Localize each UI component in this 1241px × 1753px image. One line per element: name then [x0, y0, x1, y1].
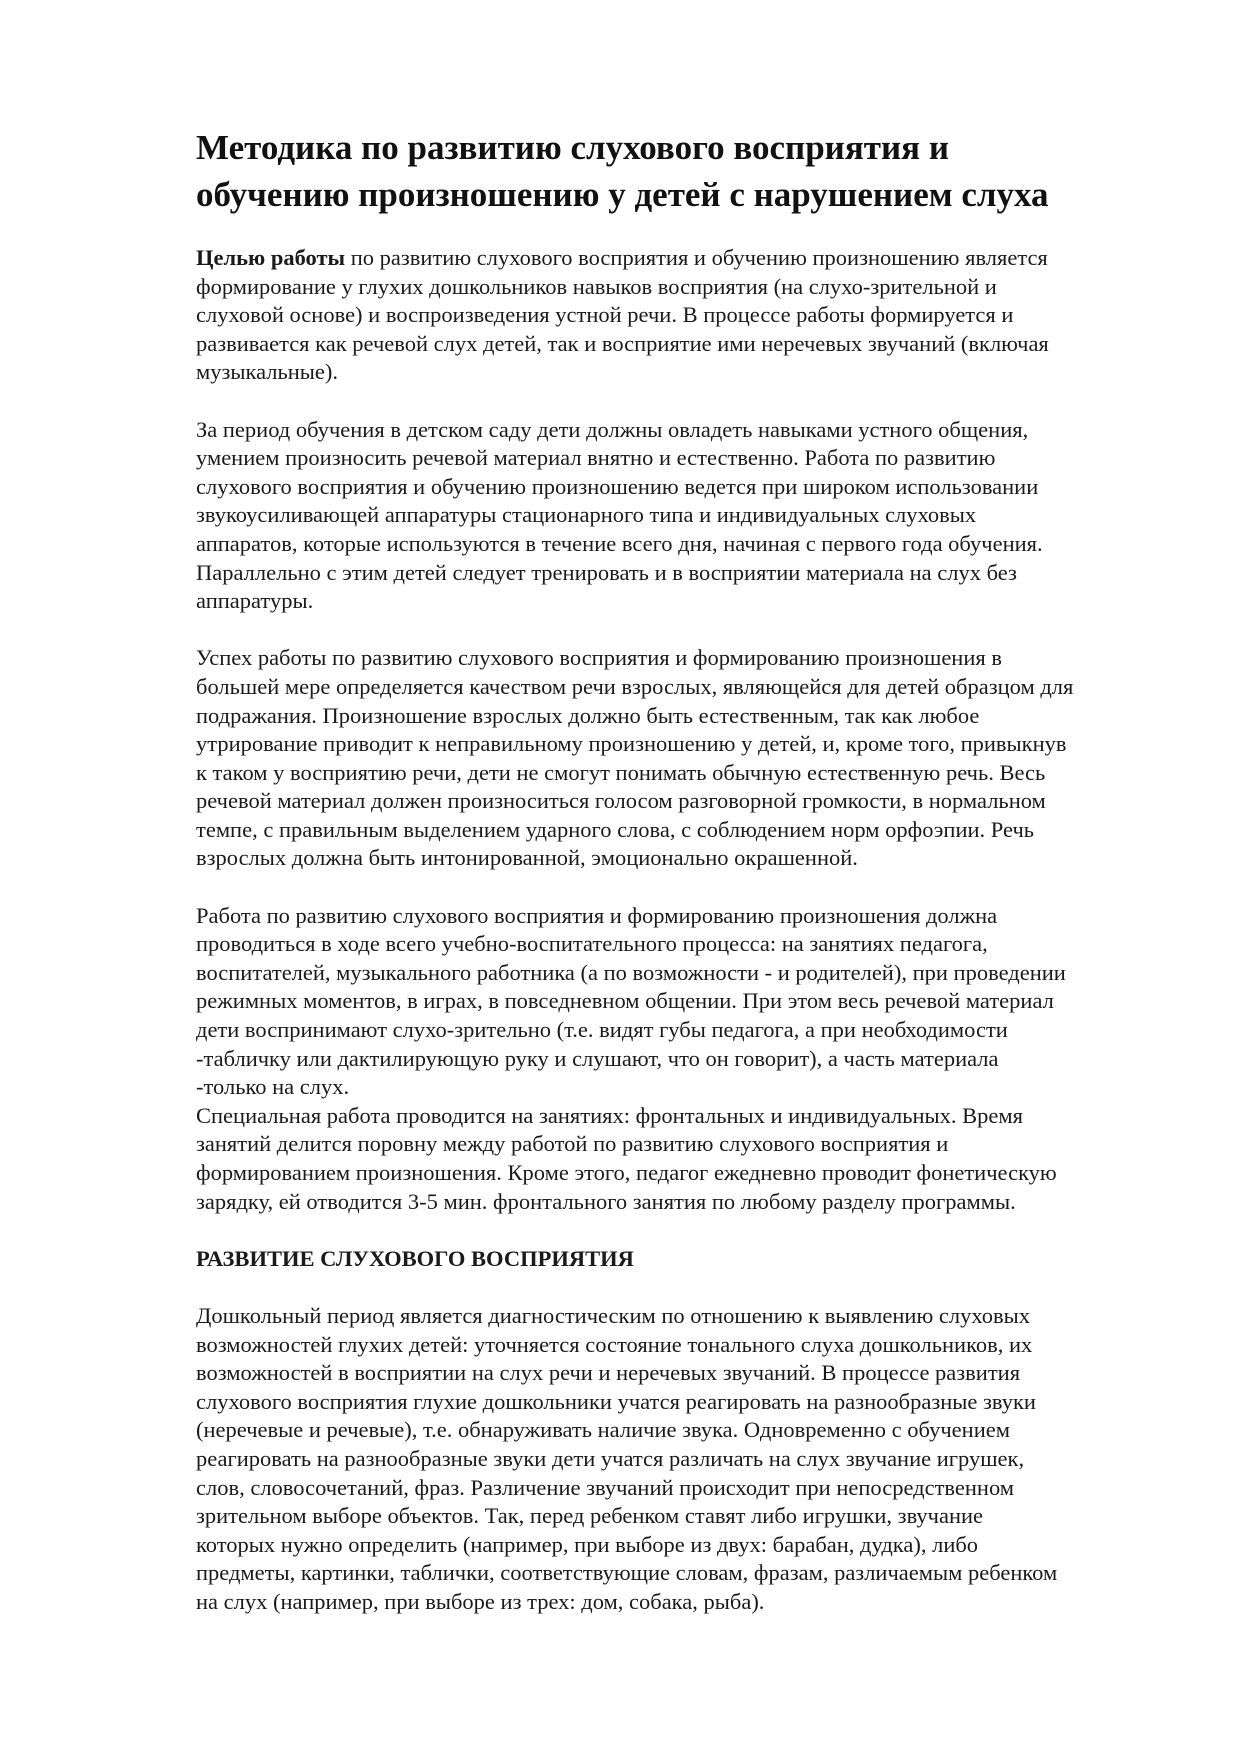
paragraph-gap	[196, 1273, 1186, 1302]
paragraph-line: реагировать на разнообразные звуки дети учатся различать на слух звучание игрушек,	[196, 1445, 1025, 1471]
document-title	[196, 124, 1186, 218]
paragraph-line: занятий делится поровну между работой по развитию слухового восприятия и	[196, 1131, 949, 1157]
paragraph-preschool-period	[196, 1302, 1186, 1617]
paragraph-line: зарядку, ей отводится 3-5 мин. фронтального занятия по любому разделу программы.	[196, 1188, 1016, 1214]
paragraph-line: слухового восприятия глухие дошкольники учатся реагировать на разнообразные звуки	[196, 1388, 1036, 1414]
paragraph-line: к таком у восприятию речи, дети не смогут понимать обычную естественную речь. Весь	[196, 759, 1046, 785]
paragraph-line	[196, 244, 1186, 273]
paragraph-line: (неречевые и речевые), т.е. обнаруживать наличие звука. Одновременно с обучением	[196, 1417, 1010, 1443]
paragraph-line: возможностей в восприятии на слух речи и неречевых звучаний. В процессе развития	[196, 1360, 1021, 1386]
paragraph-line: взрослых должна быть интонированной, эмоционально окрашенной.	[196, 845, 858, 871]
paragraph-line: режимных моментов, в играх, в повседневном общении. При этом весь речевой материал	[196, 988, 1054, 1014]
paragraph-line: аппаратов, которые используются в течение всего дня, начиная с первого года обучения.	[196, 530, 1043, 556]
paragraph-line: слухового восприятия и обучению произношению ведется при широком использовании	[196, 473, 1039, 499]
paragraph-line: темпе, с правильным выделением ударного слова, с соблюдением норм орфоэпии. Речь	[196, 816, 1035, 842]
paragraph-line: музыкальные).	[196, 359, 339, 385]
paragraph-line: слов, словосочетаний, фраз. Различение звучаний происходит при непосредственном	[196, 1474, 1015, 1500]
title-line: Методика по развитию слухового восприятия и	[196, 128, 949, 167]
paragraph-line: воспитателей, музыкального работника (а по возможности - и родителей), при проведении	[196, 959, 1066, 985]
paragraph-line: развивается как речевой слух детей, так и восприятие ими неречевых звучаний (включая	[196, 330, 1049, 356]
paragraph-goal	[196, 244, 1186, 387]
paragraph-line: -табличку или дактилирующую руку и слушают, что он говорит), а часть материала	[196, 1045, 999, 1071]
paragraph-line: звукоусиливающей аппаратуры стационарного типа и индивидуальных слуховых	[196, 502, 977, 528]
paragraph-line: -только на слух.	[196, 1074, 350, 1100]
paragraph-training-period	[196, 416, 1186, 616]
paragraph-gap	[196, 387, 1186, 416]
paragraph-line: умением произносить речевой материал внятно и естественно. Работа по развитию	[196, 445, 996, 471]
goal-lead-bold: Целью работы	[196, 245, 346, 270]
paragraph-gap	[196, 873, 1186, 902]
paragraph-line: речевой материал должен произноситься голосом разговорной громкости, в нормальном	[196, 788, 1046, 814]
paragraph-line: слуховой основе) и воспроизведения устной речи. В процессе работы формируется и	[196, 302, 1014, 328]
paragraph-line: дети воспринимают слухо-зрительно (т.е. видят губы педагога, а при необходимости	[196, 1017, 1008, 1043]
paragraph-line: Специальная работа проводится на занятиях: фронтальных и индивидуальных. Время	[196, 1102, 1023, 1128]
paragraph-line: аппаратуры.	[196, 588, 314, 614]
paragraph-line: формированием произношения. Кроме этого, педагог ежедневно проводит фонетическую	[196, 1160, 1057, 1185]
paragraph-line: большей мере определяется качеством речи взрослых, являющейся для детей образцом для	[196, 673, 1074, 699]
paragraph-line: которых нужно определить (например, при выборе из двух: барабан, дудка), либо	[196, 1531, 979, 1557]
paragraph-line: Параллельно с этим детей следует тренировать и в восприятии материала на слух без	[196, 559, 1017, 585]
paragraph-line: утрирование приводит к неправильному произношению у детей, и, кроме того, привыкнув	[196, 731, 1067, 757]
paragraph-line: проводиться в ходе всего учебно-воспитательного процесса: на занятиях педагога,	[196, 931, 988, 957]
paragraph-gap	[196, 1216, 1186, 1245]
paragraph-gap	[196, 616, 1186, 645]
document-page	[196, 124, 1186, 1617]
paragraph-line: Работа по развитию слухового восприятия и формированию произношения должна	[196, 902, 998, 928]
paragraph-line: Успех работы по развитию слухового восприятия и формированию произношения в	[196, 645, 1002, 671]
paragraph-line: возможностей глухих детей: уточняется состояние тонального слуха дошкольников, их	[196, 1331, 1033, 1357]
paragraph-line: За период обучения в детском саду дети должны овладеть навыками устного общения,	[196, 416, 1029, 442]
title-line: обучению произношению у детей с нарушением слуха	[196, 175, 1049, 214]
paragraph-line: предметы, картинки, таблички, соответствующие словам, фразам, различаемым ребенком	[196, 1560, 1058, 1586]
paragraph-line: Дошкольный период является диагностическим по отношению к выявлению слуховых	[196, 1302, 1031, 1328]
paragraph-line: подражания. Произношение взрослых должно быть естественным, так как любое	[196, 702, 980, 728]
paragraph-line: зрительном выборе объектов. Так, перед ребенком ставят либо игрушки, звучание	[196, 1503, 984, 1529]
paragraph-line: на слух (например, при выборе из трех: дом, собака, рыба).	[196, 1588, 765, 1614]
paragraph-adult-speech	[196, 644, 1186, 873]
paragraph-line: формирование у глухих дошкольников навыков восприятия (на слухо-зрительной и	[196, 273, 997, 299]
goal-lead-rest: по развитию слухового восприятия и обучению произношению является	[345, 245, 1048, 270]
section-heading: РАЗВИТИЕ СЛУХОВОГО ВОСПРИЯТИЯ	[196, 1245, 634, 1271]
paragraph-organization	[196, 902, 1186, 1217]
